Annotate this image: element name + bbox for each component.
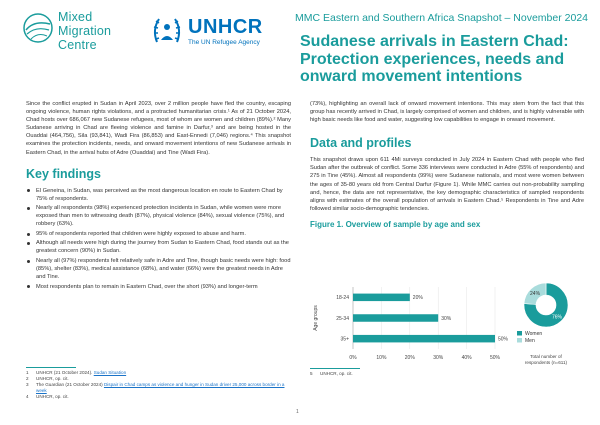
footnote-number: 4 — [26, 394, 29, 399]
mmc-logo-mark-icon — [22, 12, 54, 44]
continuation-paragraph: (73%), highlighting an overall lack of onward movement intentions. This may stem from the fact that this group has recently arrived in Chad, is largely comprised of women and children, and is highly vulnerable with high basic needs like food and water, suggesting low capabilities to engage in onward movement. — [310, 101, 584, 124]
footnote-citation: The Guardian (21 October 2024) — [36, 382, 104, 387]
intro-paragraph: Since the conflict erupted in Sudan in April 2023, over 2 million people have fled the country, escaping ongoing violence, human rights violations, and a protracted humanitarian crisis.¹ As of 21 October 2024, Chad hosts over 686,067 new Sudanese refugees, most of whom are women and children (89%).² Many Sudanese arriving in Chad are fleeing violence and famine in Darfur,³ and are being hosted in the Ouaddai (464,756), Sila (93,841), Wadi Fira (86,853) and East-Ennedi (7,046) regions.⁴ This snapshot examines the protection incidents, needs, and onward movement intentions of new Sudanese arrivals in Eastern Chad, in the arrival hubs of Adre (Ouaddai) and Tine (Wadi Fira). — [26, 101, 291, 156]
x-tick-label: 20% — [404, 355, 415, 361]
page-title: Sudanese arrivals in Eastern Chad: Protection experiences, needs and onward movement intentions — [300, 33, 569, 85]
x-tick-label: 40% — [461, 355, 472, 361]
sex-donut-chart — [505, 283, 587, 373]
data-label: 20% — [412, 295, 423, 302]
data-label: 50% — [498, 336, 508, 343]
key-findings-list — [26, 187, 291, 291]
left-column — [26, 100, 291, 292]
footnotes-left — [26, 370, 291, 400]
unhcr-laurel-icon — [150, 14, 184, 48]
category-label: 18-24 — [336, 295, 349, 302]
figure-title: Figure 1. Overview of sample by age and sex — [310, 219, 481, 229]
footnote-citation: UNHCR, op. cit. — [36, 376, 69, 381]
list-item: El Geneina, in Sudan, was perceived as the most dangerous location en route to Eastern Chad by 75% of respondents. — [26, 187, 291, 203]
age-bar-chart — [308, 283, 508, 363]
data-profiles-paragraph: This snapshot draws upon 611 4Mi surveys conducted in July 2024 in Eastern Chad with people who fled Sudan after the outbreak of conflict. Some 336 interviews were conducted in Adre (55% of respondents) and 275 in Tine (45%). Almost all respondents (99%) were Sudanese nationals, and most were women between the ages of 35-80 years old from Central Darfur (Figure 1). While MMC carries out non-probability sampling and, hence, the data are not representative, the key demographic characteristics of sampled respondents aligns with estimates of the overall population of arrivals in Eastern Chad.⁵ Respondents in Tine and Adre followed similar socio-demographic tendencies. — [310, 157, 584, 212]
footnote — [26, 382, 291, 394]
mmc-logo-line: Centre — [58, 38, 97, 52]
footnote-number: 5 — [310, 371, 313, 376]
footnote — [310, 371, 510, 377]
x-tick-label: 0% — [349, 355, 357, 361]
slice-label: 24% — [530, 291, 541, 298]
category-label: 35+ — [340, 336, 349, 343]
slice-label: 76% — [551, 314, 562, 321]
bar — [353, 335, 495, 343]
legend-label: Men — [525, 338, 535, 344]
list-item: Nearly all (97%) respondents felt relatively safe in Adre and Tine, though basic needs were high: food (85%), shelter (83%), medical assistance (68%), and water (66%) were the greatest needs in Adre and Tine. — [26, 257, 291, 281]
bar — [353, 314, 438, 322]
footnote-rule-left — [26, 367, 76, 368]
footnote-citation: UNHCR (21 October 2024). — [36, 370, 94, 375]
category-label: 25-34 — [336, 315, 349, 322]
x-tick-label: 10% — [376, 355, 387, 361]
footnote-link[interactable]: Sudan Situation — [93, 370, 127, 375]
data-label: 30% — [441, 315, 452, 322]
mmc-logo-line: Migration — [58, 24, 112, 38]
footnote-text — [36, 394, 69, 400]
list-item: Most respondents plan to remain in Eastern Chad, over the short (93%) and longer-term — [26, 283, 291, 291]
mmc-logo-text — [58, 10, 111, 52]
chart-note: Total number of — [530, 354, 562, 359]
x-tick-label: 50% — [489, 355, 501, 361]
legend-swatch — [517, 338, 522, 343]
mmc-logo — [22, 10, 140, 60]
legend-swatch — [517, 331, 522, 336]
list-item: Nearly all respondents (98%) experienced protection incidents in Sudan, while women were more exposed than men to witnessing death (87%), physical violence (84%), sexual violence (75%), and robbery (63%). — [26, 204, 291, 228]
footnote-text — [320, 371, 353, 377]
bar — [353, 294, 410, 302]
footnotes-right — [310, 371, 510, 377]
chart-note: respondents (n=611) — [524, 360, 568, 365]
footnote-link[interactable]: Dispair in Chad camps as violence and hunger in Sudan driver 25,000 across border in a week — [36, 382, 285, 393]
legend-label: Women — [525, 331, 543, 337]
footnote-number: 1 — [26, 370, 29, 375]
key-findings-heading: Key findings — [26, 166, 102, 181]
footnote-rule-right — [310, 368, 360, 369]
footnote-text — [36, 382, 291, 394]
footnote-citation: UNHCR, op. cit. — [36, 394, 69, 399]
footnote — [26, 394, 291, 400]
report-tag: MMC Eastern and Southern Africa Snapshot – November 2024 — [295, 12, 588, 24]
unhcr-tagline: The UN Refugee Agency — [188, 39, 260, 46]
footnote-number: 3 — [26, 382, 29, 387]
unhcr-logo — [150, 14, 285, 50]
footnote-number: 2 — [26, 376, 29, 381]
footnote-citation: UNHCR, op. cit. — [320, 371, 353, 376]
list-item: Although all needs were high during the journey from Sudan to Eastern Chad, food stands out as the greatest concern (90%) in Sudan. — [26, 239, 291, 255]
y-axis-label: Age groups — [313, 305, 319, 331]
data-profiles-heading: Data and profiles — [310, 136, 412, 151]
right-column — [310, 100, 584, 230]
x-tick-label: 30% — [433, 355, 444, 361]
list-item: 95% of respondents reported that children were highly exposed to abuse and harm. — [26, 230, 291, 238]
mmc-logo-line: Mixed — [58, 10, 93, 24]
unhcr-wordmark: UNHCR — [188, 16, 263, 38]
page-number: 1 — [296, 409, 299, 415]
